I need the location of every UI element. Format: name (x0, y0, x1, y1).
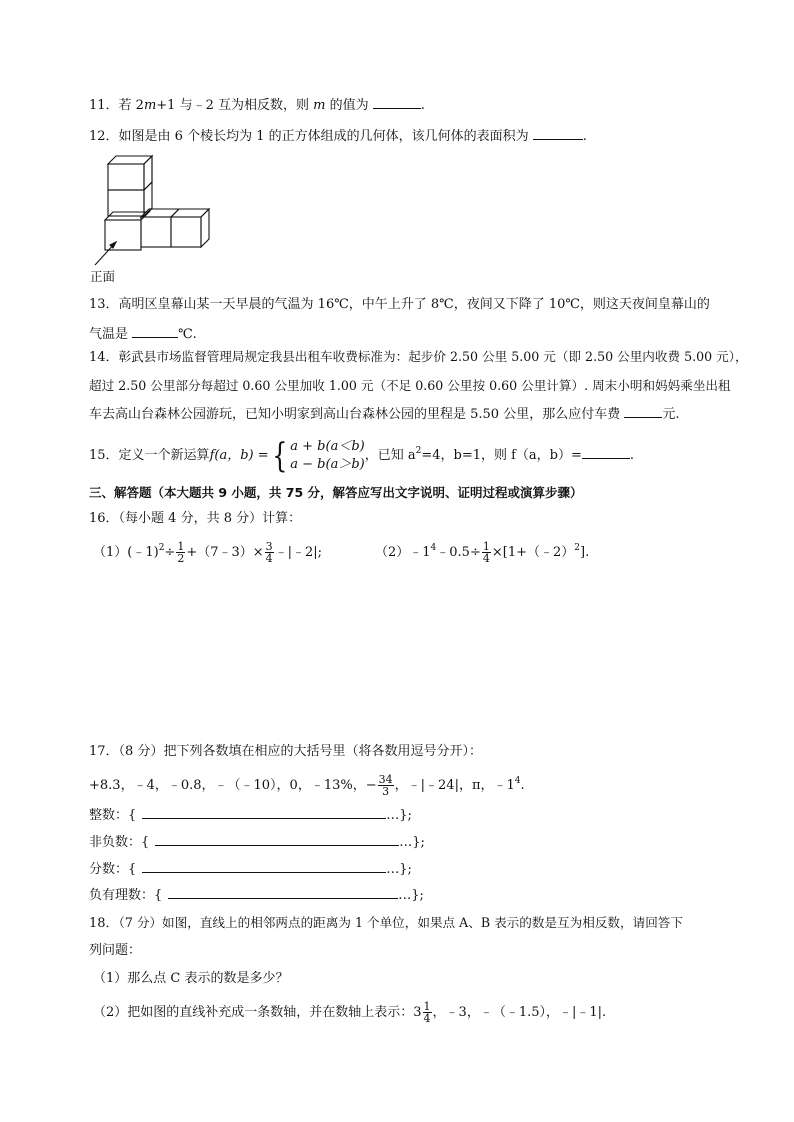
answer-blank[interactable] (624, 405, 662, 418)
question-12 (89, 127, 587, 146)
category-blank[interactable] (168, 886, 398, 899)
p1-text-c: +（7﹣3）× (186, 545, 264, 560)
numbers-end: . (520, 778, 525, 793)
cases-brace: { (271, 435, 288, 476)
answer-blank[interactable] (373, 96, 421, 109)
denominator: 4 (482, 552, 490, 565)
denominator: 3 (382, 785, 390, 798)
q18-p1-text: （1）那么点 C 表示的数是多少？ (93, 971, 289, 986)
category-label: 分数：{ (89, 862, 137, 877)
question-13-line1 (89, 296, 710, 314)
q15-function: f(a，b) = (209, 448, 269, 463)
p2-text-b: ﹣0.5÷ (436, 545, 481, 560)
question-number: 12． (89, 129, 119, 144)
question-number: 11． (89, 98, 119, 113)
case-2: a − b(a＞b) (290, 456, 365, 472)
q14-text-3: 车去高山台森林公园游玩，已知小明家到高山台森林公园的里程是 5.50 公里，那么应付车费 (89, 407, 625, 422)
q18-p2-text-b: ，﹣3，﹣（﹣1.5），﹣|﹣1|. (432, 1005, 607, 1020)
p1-text-b: ÷ (164, 545, 176, 560)
p2-text-d: ]. (580, 545, 590, 560)
q13-text-2: 气温是 (89, 327, 133, 342)
q18-text-1: （7 分）如图，直线上的相邻两点的距离为 1 个单位，如果点 A、B 表示的数是互为相反数，请回答下 (118, 915, 683, 930)
answer-blank[interactable] (582, 446, 630, 459)
question-16 (89, 510, 301, 528)
exponent: 4 (514, 776, 521, 786)
question-11 (89, 96, 425, 115)
category-nonnegative (89, 833, 425, 852)
question-number: 17． (89, 744, 119, 759)
q11-text-b: +1 与﹣2 互为相反数，则 (156, 98, 314, 113)
denominator: 4 (265, 552, 273, 565)
q18-part1 (93, 970, 288, 988)
q15-text-c: =4，b=1，则 f（a，b）= (421, 448, 582, 463)
exponent: 2 (574, 543, 580, 553)
category-integers (89, 806, 412, 825)
category-fractions (89, 860, 412, 879)
question-number: 13． (89, 297, 119, 312)
exponent: 2 (415, 446, 422, 456)
var-m-2: m (313, 98, 326, 113)
question-number: 14． (89, 350, 119, 365)
question-15 (89, 436, 634, 476)
p2-text-a: （2）﹣1 (375, 545, 431, 560)
exponent: 2 (158, 543, 165, 553)
q15-text-b: ，已知 a (364, 448, 416, 463)
q14-text-2: 超过 2.50 公里部分每超过 0.60 公里加收 1.00 元（不足 0.60 公里按 0.60 公里计算）. 周末小明和妈妈乘坐出租 (89, 378, 731, 393)
p2-text-c: ×[1+（﹣2） (491, 545, 575, 560)
category-label: 非负数：{ (89, 835, 150, 850)
category-tail: …}; (386, 862, 412, 877)
q16-part1 (93, 538, 322, 568)
category-blank[interactable] (142, 806, 386, 819)
numbers-text-b: ，﹣|﹣24|，π，﹣1 (394, 778, 515, 793)
q18-part2 (93, 998, 606, 1028)
q11-text-a: 若 2 (118, 98, 144, 113)
fraction (378, 774, 394, 797)
case-1: a + b(a＜b) (290, 438, 365, 454)
fraction (423, 1001, 432, 1024)
numerator: 3 (265, 540, 273, 553)
q12-text: 如图是由 6 个棱长均为 1 的正方体组成的几何体，该几何体的表面积为 (118, 129, 533, 144)
q18-p2-text-a: （2）把如图的直线补充成一条数轴，并在数轴上表示：3 (93, 1005, 422, 1020)
category-blank[interactable] (142, 860, 386, 873)
answer-blank[interactable] (533, 127, 583, 140)
exponent: 4 (430, 543, 437, 553)
question-number: 18． (89, 916, 119, 931)
fraction (176, 541, 185, 564)
category-blank[interactable] (155, 833, 399, 846)
category-negative-rationals (89, 886, 424, 905)
q11-end: . (420, 98, 425, 113)
q18-text-2: 列问题： (89, 943, 142, 958)
q15-text-a: 定义一个新运算 (118, 448, 210, 463)
question-14-line3 (89, 405, 679, 424)
numerator: 1 (177, 540, 185, 553)
numerator: 34 (378, 773, 393, 786)
category-tail: …}; (399, 835, 425, 850)
category-label: 负有理数：{ (89, 888, 163, 903)
question-18-line1 (89, 914, 683, 933)
q13-text: 高明区皇幕山某一天早晨的气温为 16℃，中午上升了 8℃，夜间又下降了 10℃，则这天夜间皇幕山的 (118, 297, 710, 312)
numerator: 1 (482, 540, 490, 553)
denominator: 4 (423, 1012, 431, 1025)
question-14-line1 (89, 348, 748, 367)
p1-text-d: ﹣|﹣2|; (274, 545, 323, 560)
category-tail: …}; (398, 888, 424, 903)
q17-head: （8 分）把下列各数填在相应的大括号里（将各数用逗号分开）： (118, 744, 482, 759)
q14-unit: 元. (662, 407, 680, 422)
front-label: 正面 (90, 269, 116, 284)
numbers-text-a: +8.3，﹣4，﹣0.8，﹣（﹣10），0，﹣13%， (89, 778, 366, 793)
p1-text-a: （1）(﹣1) (93, 545, 159, 560)
answer-blank[interactable] (132, 325, 178, 338)
section-title: 三、解答题（本大题共 9 小题，共 75 分，解答应写出文字说明、证明过程或演算步骤） (89, 485, 583, 500)
q14-text-1: 彰武县市场监督管理局规定我县出租车收费标准为：起步价 2.50 公里 5.00 元（即 2.50 公里内收费 5.00 元）， (118, 349, 748, 364)
question-number: 15． (89, 448, 119, 463)
question-number: 16． (89, 511, 119, 526)
q16-head: （每小题 4 分，共 8 分）计算： (118, 511, 302, 526)
cube-figure (86, 150, 216, 285)
category-tail: …}; (386, 808, 412, 823)
category-label: 整数：{ (89, 808, 137, 823)
question-18-line2 (89, 942, 141, 960)
fraction (265, 541, 274, 564)
question-13-line2 (89, 325, 197, 344)
q16-part2 (375, 538, 589, 568)
q15-cases (290, 438, 364, 474)
q12-end: . (582, 129, 587, 144)
numerator: 1 (423, 1000, 431, 1013)
fraction (482, 541, 491, 564)
denominator: 2 (177, 552, 185, 565)
question-17 (89, 743, 482, 761)
q13-unit: ℃. (178, 327, 197, 342)
q17-numbers: +8.3，﹣4，﹣0.8，﹣（﹣10），0，﹣13%，− $\frac{34}{3}$ ，﹣|﹣24|，π，$﹣1^4$. (89, 773, 525, 798)
q15-end: . (629, 448, 635, 463)
var-m: m (143, 98, 157, 113)
q11-text-c: 的值为 (325, 98, 373, 113)
question-14-line2 (89, 377, 731, 396)
